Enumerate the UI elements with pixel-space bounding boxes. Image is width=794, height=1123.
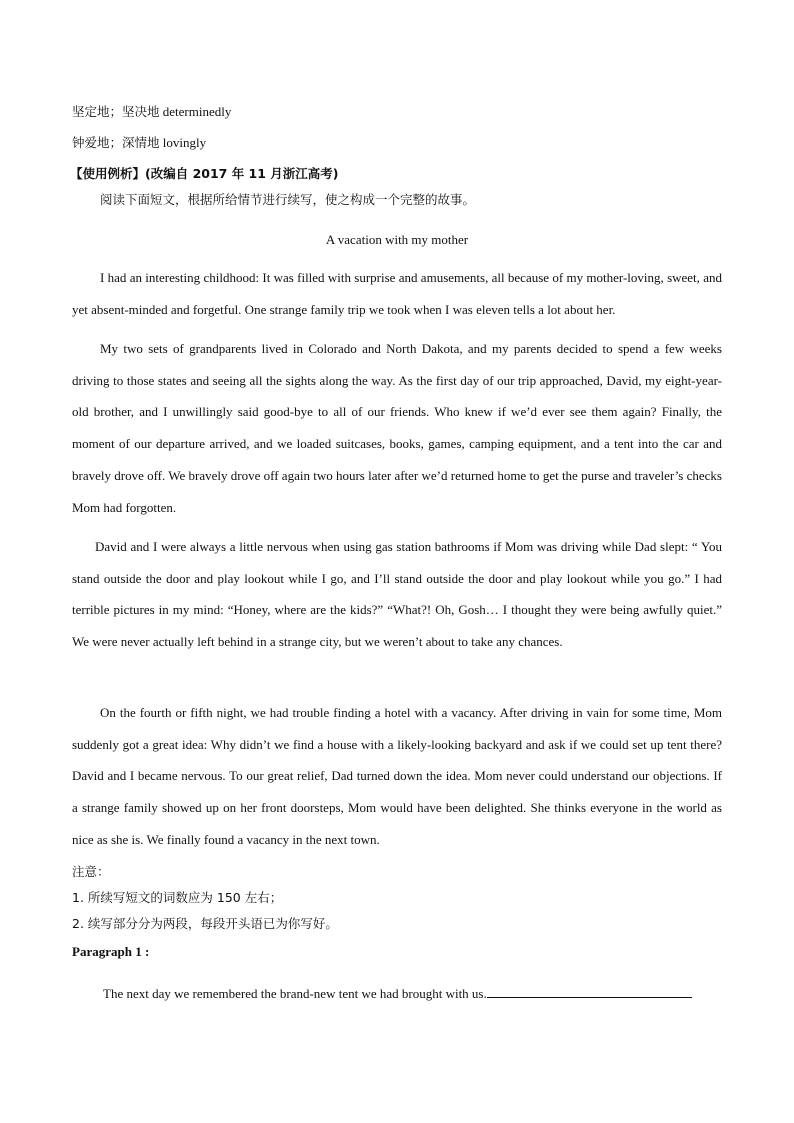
passage-paragraph-3: David and I were always a little nervous when using gas station bathrooms if Mom was driving while Dad slept: “ You stand outside the door and play lookout while I go, and I’ll stand outside the door and play lookout while you go.” I had terrible pictures in my mind: “Honey, where are the kids?” “What?! Oh, Gosh… I thought they were being awfully quiet.” We were never actually left behind in a strange city, but we weren’t about to take any chances.	[72, 539, 722, 650]
notes-title: 注意：	[72, 864, 110, 879]
example-header: 【使用例析】(改编自 2017 年 11 月浙江高考)	[70, 166, 339, 181]
vocab-line-2	[72, 133, 206, 151]
paragraph-start: The next day we remembered the brand-new tent we had brought with us.	[103, 986, 487, 1001]
instruction: 阅读下面短文，根据所给情节进行续写，使之构成一个完整的故事。	[100, 192, 476, 207]
passage-title: A vacation with my mother	[325, 232, 469, 247]
vocab-en: determinedly	[162, 104, 232, 119]
passage-paragraph-4: On the fourth or fifth night, we had trouble finding a hotel with a vacancy. After driving in vain for some time, Mom suddenly got a great idea: Why didn’t we find a house with a likely-looking backyard and ask if we could set up tent there? David and I became nervous. To our great relief, Dad turned down the idea. Mom never could understand our objections. If a strange family showed up on her front doorsteps, Mom would have been delighted. She thinks everyone in the world as nice as she is. We finally found a vacancy in the next town.	[72, 705, 722, 847]
passage-paragraph-2: My two sets of grandparents lived in Colorado and North Dakota, and my parents decided to spend a few weeks driving to those states and seeing all the sights along the way. As the first day of our trip approached, David, my eight-year-old brother, and I unwillingly said good-bye to all of our friends. Who knew if we’d ever see them again? Finally, the moment of our departure arrived, and we loaded suitcases, books, games, camping equipment, and a tent into the car and bravely drove off. We bravely drove off again two hours later after we’d returned home to get the purse and traveler’s checks Mom had forgotten.	[72, 341, 722, 515]
note-1: 1. 所续写短文的词数应为 150 左右；	[72, 890, 283, 905]
vocab-line-1	[72, 102, 231, 120]
vocab-en: lovingly	[162, 135, 207, 150]
passage-paragraph-1: I had an interesting childhood: It was filled with surprise and amusements, all because of my mother-loving, sweet, and yet absent-minded and forgetful. One strange family trip we took when I was eleven tells a lot about her.	[72, 270, 722, 317]
vocab-cn: 钟爱地；深情地	[72, 135, 160, 150]
note-2: 2. 续写部分分为两段，每段开头语已为你写好。	[72, 916, 338, 931]
paragraph-label: Paragraph 1 :	[72, 944, 150, 959]
continuation-line	[103, 985, 692, 1002]
vocab-cn: 坚定地；坚决地	[72, 104, 160, 119]
writing-blank[interactable]	[487, 985, 692, 998]
